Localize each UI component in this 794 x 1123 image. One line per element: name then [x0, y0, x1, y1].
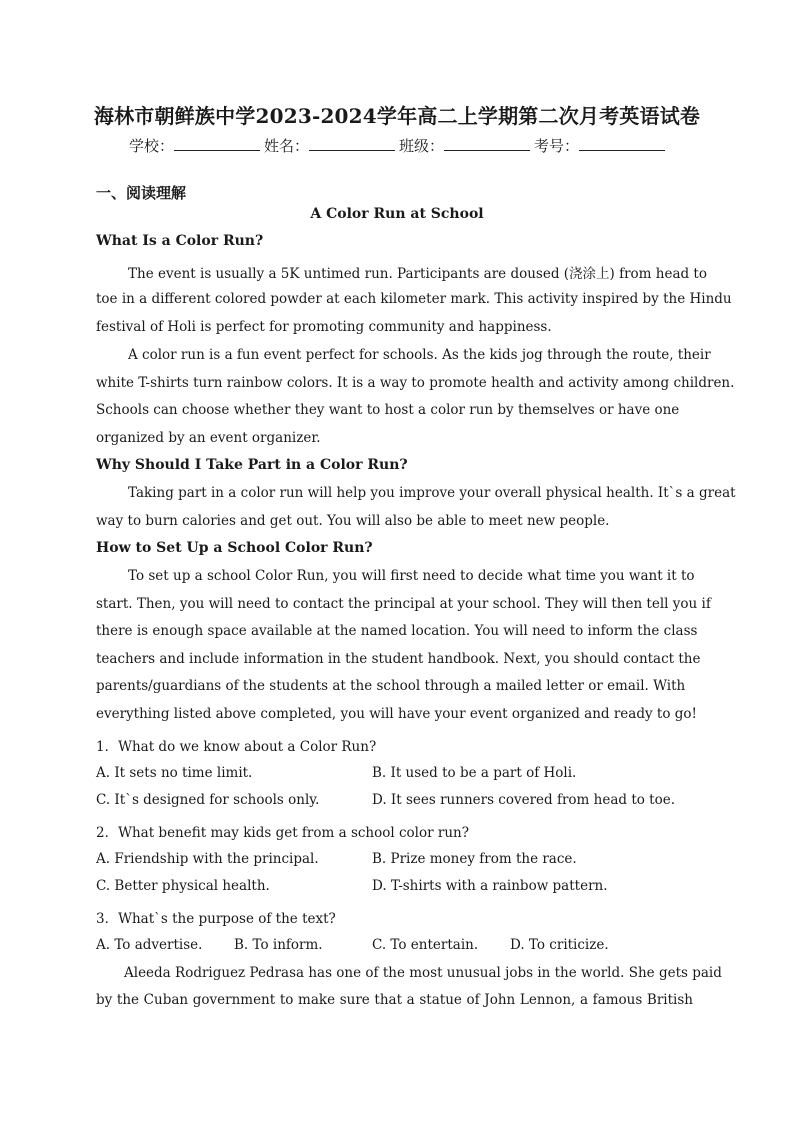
subheading-what-is: What Is a Color Run?	[96, 233, 264, 249]
text-line: Taking part in a color run will help you improve your overall physical health. It`s a great	[128, 485, 736, 501]
exam-title: 海林市朝鲜族中学2023-2024学年高二上学期第二次月考英语试卷	[93, 104, 701, 128]
q3-option-d[interactable]: D. To criticize.	[510, 937, 609, 953]
text-line: festival of Holi is perfect for promoting community and happiness.	[96, 319, 552, 335]
text-line: teachers and include information in the student handbook. Next, you should contact the	[96, 651, 701, 667]
text-line: A color run is a fun event perfect for schools. As the kids jog through the route, their	[128, 347, 711, 363]
question-1: 1．What do we know about a Color Run?	[96, 739, 377, 755]
q2-option-b[interactable]: B. Prize money from the race.	[372, 851, 577, 867]
text-line: there is enough space available at the named location. You will need to inform the class	[96, 623, 698, 639]
section-heading: 一、阅读理解	[96, 184, 187, 202]
text-line: by the Cuban government to make sure that a statue of John Lennon, a famous British	[96, 992, 693, 1008]
school-blank	[174, 135, 260, 151]
student-info-fields	[0, 135, 794, 156]
q2-option-c[interactable]: C. Better physical health.	[96, 878, 270, 894]
q3-option-b[interactable]: B. To inform.	[234, 937, 323, 953]
question-3: 3．What`s the purpose of the text?	[96, 911, 336, 927]
school-label: 学校：	[128, 137, 174, 155]
name-blank	[309, 135, 395, 151]
name-label: 姓名：	[263, 137, 309, 155]
q1-option-a[interactable]: A. It sets no time limit.	[96, 765, 253, 781]
q1-option-c[interactable]: C. It`s designed for schools only.	[96, 792, 320, 808]
text-line: The event is usually a 5K untimed run. Participants are doused (浇涂上) from head to	[128, 266, 707, 282]
text-line: Aleeda Rodriguez Pedrasa has one of the most unusual jobs in the world. She gets paid	[124, 965, 722, 981]
text-line: everything listed above completed, you will have your event organized and ready to go!	[96, 706, 697, 722]
subheading-how: How to Set Up a School Color Run?	[96, 540, 373, 556]
q3-option-a[interactable]: A. To advertise.	[96, 937, 203, 953]
question-2: 2．What benefit may kids get from a school color run?	[96, 825, 469, 841]
text-line: start. Then, you will need to contact the principal at your school. They will then tell you if	[96, 596, 711, 612]
q2-option-a[interactable]: A. Friendship with the principal.	[96, 851, 319, 867]
q1-option-b[interactable]: B. It used to be a part of Holi.	[372, 765, 577, 781]
text-line: Schools can choose whether they want to host a color run by themselves or have one	[96, 402, 680, 418]
exam-number-blank	[579, 135, 665, 151]
exam-number-label: 考号：	[534, 137, 580, 155]
class-blank	[444, 135, 530, 151]
text-line: way to burn calories and get out. You will also be able to meet new people.	[96, 513, 610, 529]
passage-title: A Color Run at School	[310, 206, 484, 222]
class-label: 班级：	[399, 137, 445, 155]
text-line: white T-shirts turn rainbow colors. It is a way to promote health and activity among children.	[96, 375, 735, 391]
q3-option-c[interactable]: C. To entertain.	[372, 937, 479, 953]
q1-option-d[interactable]: D. It sees runners covered from head to toe.	[372, 792, 675, 808]
text-line: toe in a different colored powder at each kilometer mark. This activity inspired by the Hindu	[96, 291, 732, 307]
subheading-why: Why Should I Take Part in a Color Run?	[96, 457, 408, 473]
q2-option-d[interactable]: D. T-shirts with a rainbow pattern.	[372, 878, 608, 894]
text-line: parents/guardians of the students at the school through a mailed letter or email. With	[96, 678, 686, 694]
text-line: organized by an event organizer.	[96, 430, 321, 446]
text-line: To set up a school Color Run, you will first need to decide what time you want it to	[128, 568, 695, 584]
